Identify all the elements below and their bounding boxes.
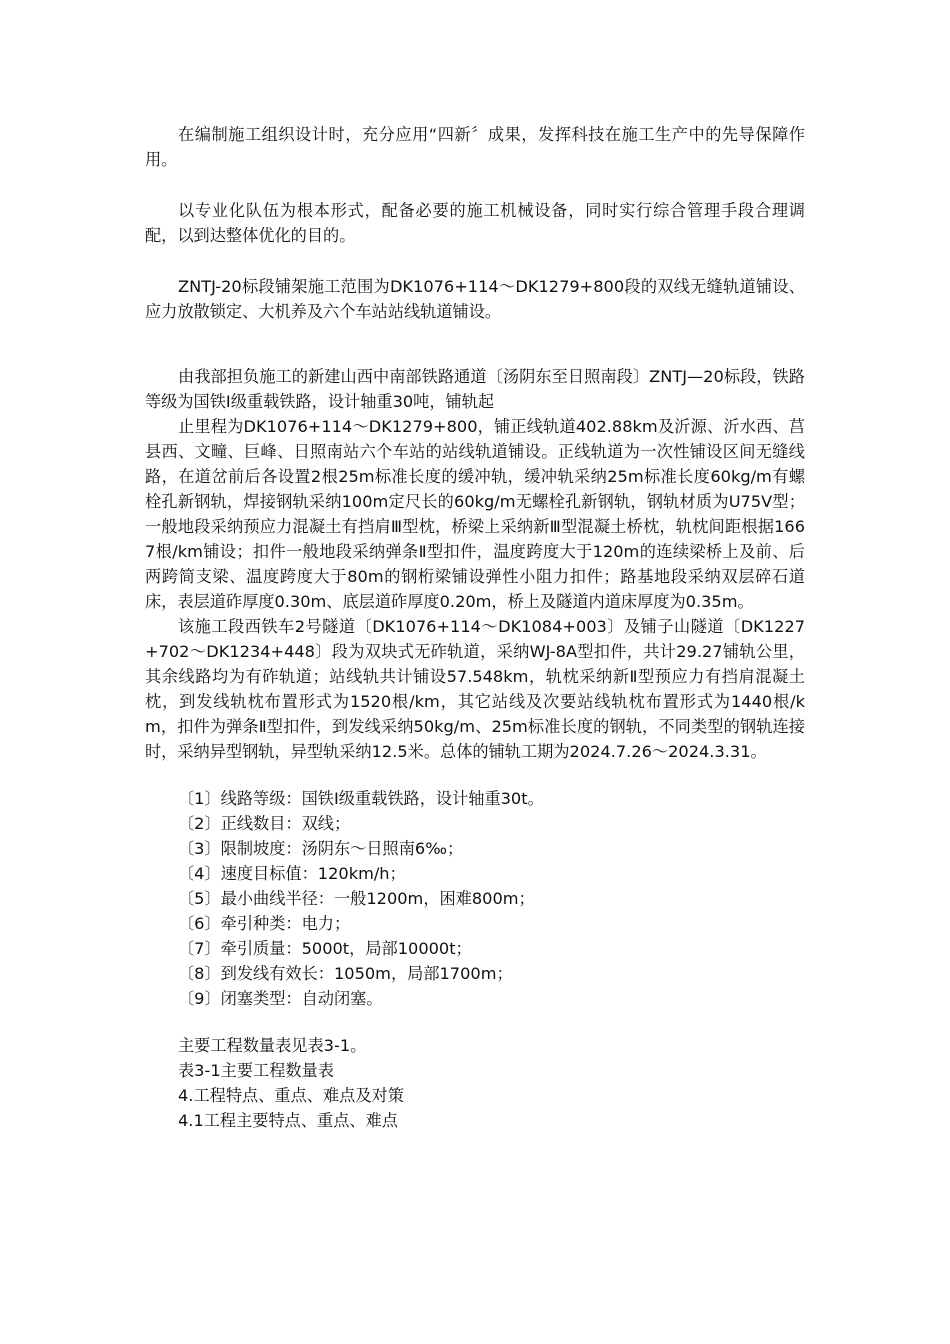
spec-item-ruling-grade: 〔3〕限制坡度：汤阴东～日照南6‰；	[178, 839, 464, 858]
spec-item-siding-length: 〔8〕到发线有效长：1050m，局部1700m；	[178, 964, 513, 983]
spec-item-traction-mass: 〔7〕牵引质量：5000t，局部10000t；	[178, 939, 472, 958]
spec-item-curve-radius: 〔5〕最小曲线半径：一般1200m，困难800m；	[178, 889, 535, 908]
spec-item-block-type: 〔9〕闭塞类型：自动闭塞。	[178, 989, 383, 1008]
subsection-heading: 4.1工程主要特点、重点、难点	[178, 1111, 398, 1130]
section-heading: 4.工程特点、重点、难点及对策	[178, 1086, 404, 1105]
spec-item-line-grade: 〔1〕线路等级：国铁I级重载铁路，设计轴重30t。	[178, 789, 544, 808]
paragraph-construction-scope: ZNTJ-20标段铺架施工范围为DK1076+114～DK1279+800段的双线无缝轨道铺设、应力放散锁定、大机养及六个车站站线轨道铺设。	[145, 277, 805, 321]
spec-list	[145, 786, 805, 1011]
spec-item-main-lines: 〔2〕正线数目：双线；	[178, 814, 351, 833]
spacer	[145, 172, 805, 198]
spacer	[145, 1011, 805, 1033]
document-page	[145, 122, 805, 1133]
spacer	[145, 764, 805, 786]
table-caption: 表3-1主要工程数量表	[178, 1061, 334, 1080]
table-reference: 主要工程数量表见表3-1。	[178, 1036, 367, 1055]
paragraph-tunnel-details: 该施工段西铁车2号隧道〔DK1076+114～DK1084+003〕及铺子山隧道〔DK1227+702～DK1234+448〕段为双块式无砟轨道，采纳WJ-8A型扣件，共计29.27铺轨公里，其余线路均为有砟轨道；站线轨共计铺设57.548km，轨枕采纳新Ⅱ型预应力有挡肩混凝土枕，到发线轨枕布置形式为1520根/km，其它站线及次要站线轨枕布置形式为1440根/km，扣件为弹条Ⅱ型扣件，到发线采纳50kg/m、25m标准长度的钢轨，不同类型的钢轨连接时，采纳异型钢轨，异型轨采纳12.5米。总体的铺轨工期为2024.7.26～2024.3.31。	[145, 617, 805, 761]
paragraph-project-overview: 由我部担负施工的新建山西中南部铁路通道〔汤阴东至日照南段〕ZNTJ—20标段，铁路等级为国铁Ⅰ级重载铁路，设计轴重30吨，铺轨起	[145, 367, 805, 411]
spec-item-traction-type: 〔6〕牵引种类：电力；	[178, 914, 351, 933]
spacer	[145, 248, 805, 274]
spacer	[145, 324, 805, 364]
paragraph-four-new: 在编制施工组织设计时，充分应用“四新〞成果，发挥科技在施工生产中的先导保障作用。	[145, 125, 805, 169]
spec-item-speed: 〔4〕速度目标值：120km/h；	[178, 864, 406, 883]
paragraph-team-organization: 以专业化队伍为根本形式，配备必要的施工机械设备，同时实行综合管理手段合理调配，以到达整体优化的目的。	[145, 201, 805, 245]
paragraph-track-details: 止里程为DK1076+114～DK1279+800，铺正线轨道402.88km及沂源、沂水西、莒县西、文疃、巨峰、日照南站六个车站的站线轨道铺设。正线轨道为一次性铺设区间无缝线路，在道岔前后各设置2根25m标准长度的缓冲轨，缓冲轨采纳25m标准长度60kg/m有螺栓孔新钢轨，焊接钢轨采纳100m定尺长的60kg/m无螺栓孔新钢轨，钢轨材质为U75V型；一般地段采纳预应力混凝土有挡肩Ⅲ型枕，桥梁上采纳新Ⅲ型混凝土桥枕，轨枕间距根据1667根/km铺设；扣件一般地段采纳弹条Ⅱ型扣件，温度跨度大于120m的连续梁桥上及前、后两跨简支梁、温度跨度大于80m的钢桁梁铺设弹性小阻力扣件；路基地段采纳双层碎石道床，表层道砟厚度0.30m、底层道砟厚度0.20m，桥上及隧道内道床厚度为0.35m。	[145, 417, 805, 611]
